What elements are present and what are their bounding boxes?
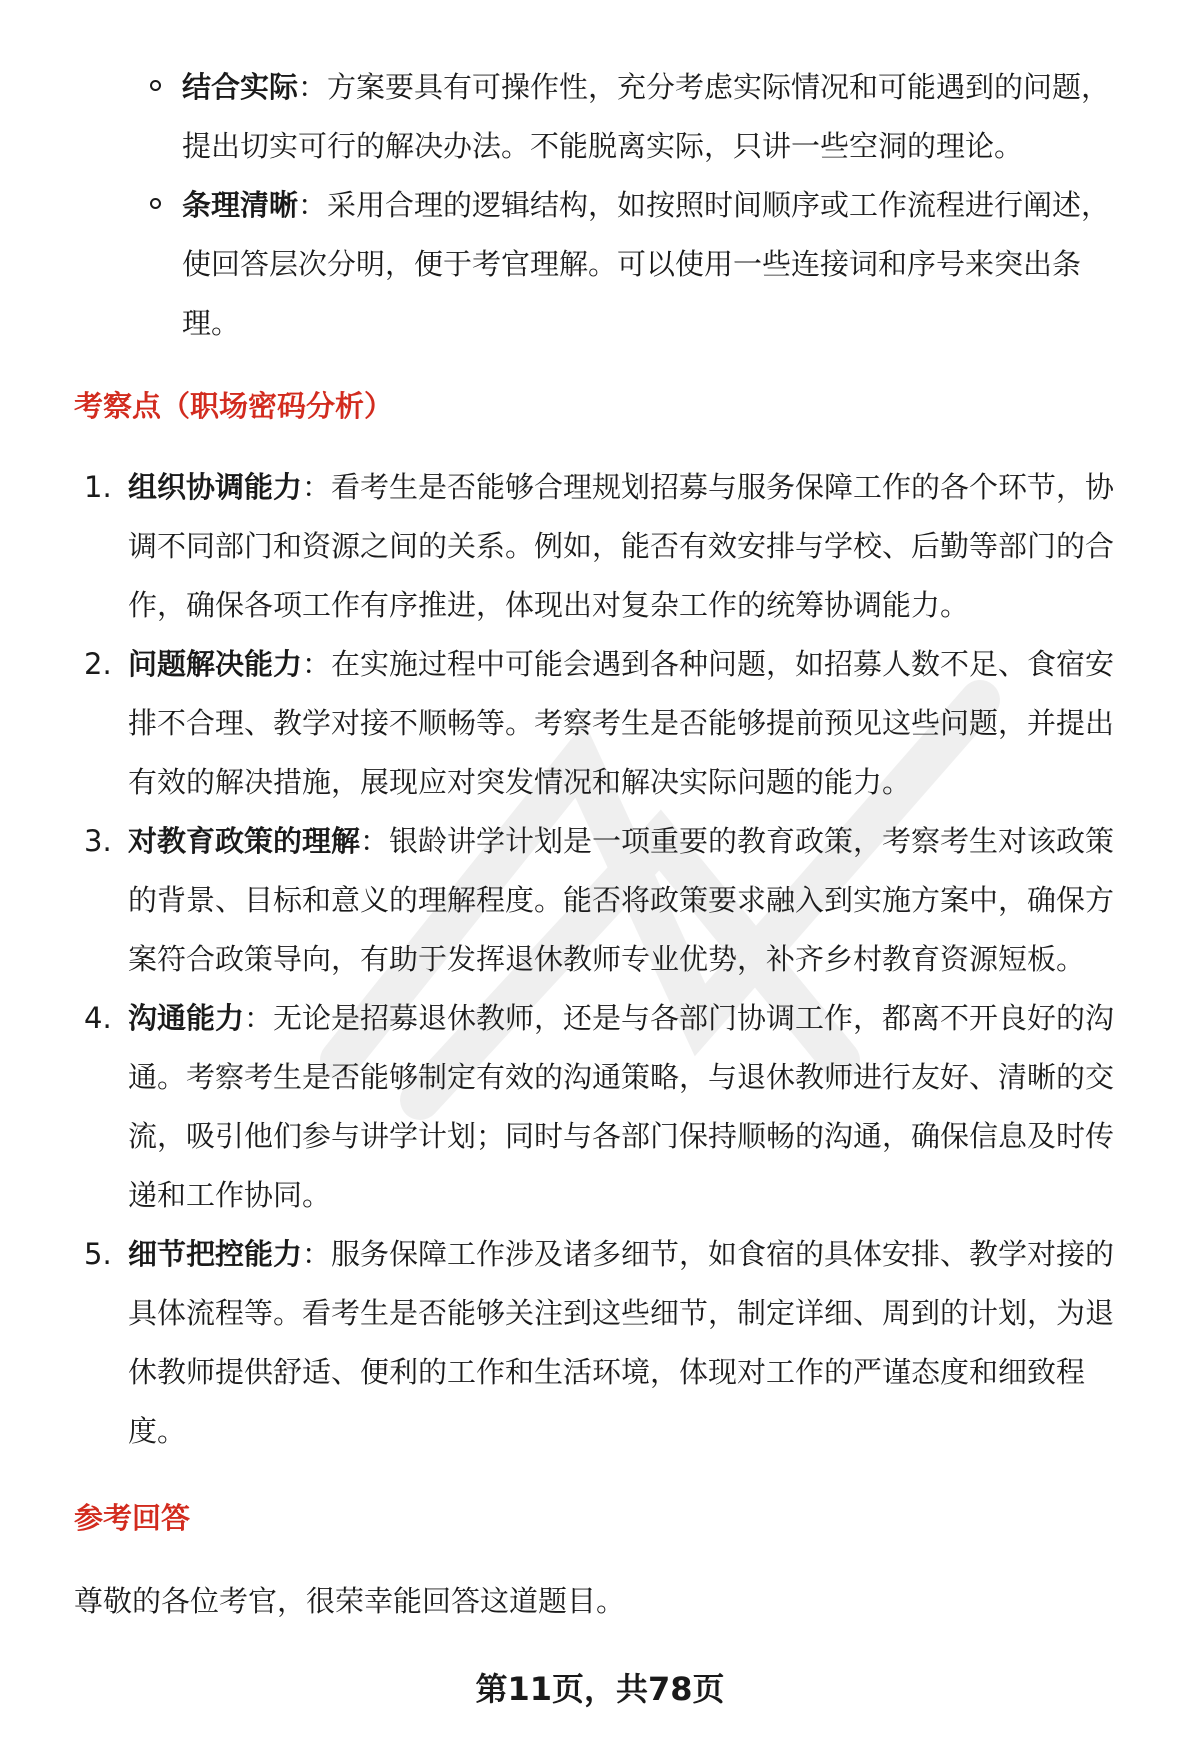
point-item-organization xyxy=(0,458,1200,635)
point-term: 细节把控能力 xyxy=(128,1237,303,1271)
point-item-problem-solving xyxy=(0,635,1200,812)
assessment-points-list xyxy=(0,458,1200,1461)
point-text: 在实施过程中可能会遇到各种问题，如招募人数不足、食宿安排不合理、教学对接不顺畅等。考察考生是否能够提前预见这些问题，并提出有效的解决措施，展现应对突发情况和解决实际问题的能力。 xyxy=(128,647,1115,799)
point-separator: ： xyxy=(244,1001,274,1035)
point-separator: ： xyxy=(302,1237,332,1271)
point-term: 沟通能力 xyxy=(128,1001,245,1035)
bullet-item-clarity xyxy=(0,176,1200,353)
point-term: 对教育政策的理解 xyxy=(128,824,361,858)
bullet-separator: ： xyxy=(298,70,328,104)
point-number: 5. xyxy=(84,1237,112,1271)
point-term: 组织协调能力 xyxy=(128,470,303,504)
circle-bullet-icon xyxy=(150,80,161,91)
point-number: 1. xyxy=(84,470,112,504)
section-heading-assessment: 考察点（职场密码分析） xyxy=(74,389,394,423)
point-item-communication xyxy=(0,989,1200,1225)
bullet-term: 条理清晰 xyxy=(182,188,299,222)
point-number: 2. xyxy=(84,647,112,681)
bullet-text: 采用合理的逻辑结构，如按照时间顺序或工作流程进行阐述，使回答层次分明，便于考官理解。可以使用一些连接词和序号来突出条理。 xyxy=(182,188,1111,340)
section-heading-reference-answer: 参考回答 xyxy=(74,1501,191,1535)
criteria-bullet-list xyxy=(0,58,1200,353)
point-separator: ： xyxy=(302,470,332,504)
bullet-text: 方案要具有可操作性，充分考虑实际情况和可能遇到的问题，提出切实可行的解决办法。不能脱离实际，只讲一些空洞的理论。 xyxy=(182,70,1111,163)
bullet-separator: ： xyxy=(298,188,328,222)
point-number: 3. xyxy=(84,824,112,858)
page-number-footer: 第11页，共78页 xyxy=(475,1670,725,1708)
bullet-item-practical xyxy=(0,58,1200,176)
point-term: 问题解决能力 xyxy=(128,647,303,681)
point-text: 无论是招募退休教师，还是与各部门协调工作，都离不开良好的沟通。考察考生是否能够制定有效的沟通策略，与退休教师进行友好、清晰的交流，吸引他们参与讲学计划；同时与各部门保持顺畅的沟通，确保信息及时传递和工作协同。 xyxy=(128,1001,1115,1212)
circle-bullet-icon xyxy=(150,198,161,209)
point-text: 银龄讲学计划是一项重要的教育政策，考察考生对该政策的背景、目标和意义的理解程度。能否将政策要求融入到实施方案中，确保方案符合政策导向，有助于发挥退休教师专业优势，补齐乡村教育资源短板。 xyxy=(128,824,1115,976)
point-text: 看考生是否能够合理规划招募与服务保障工作的各个环节，协调不同部门和资源之间的关系。例如，能否有效安排与学校、后勤等部门的合作，确保各项工作有序推进，体现出对复杂工作的统筹协调能力。 xyxy=(128,470,1115,622)
answer-greeting: 尊敬的各位考官，很荣幸能回答这道题目。 xyxy=(74,1584,626,1618)
bullet-term: 结合实际 xyxy=(182,70,299,104)
point-item-detail-control xyxy=(0,1225,1200,1461)
point-separator: ： xyxy=(302,647,332,681)
point-separator: ： xyxy=(360,824,390,858)
point-text: 服务保障工作涉及诸多细节，如食宿的具体安排、教学对接的具体流程等。看考生是否能够关注到这些细节，制定详细、周到的计划，为退休教师提供舒适、便利的工作和生活环境，体现对工作的严谨态度和细致程度。 xyxy=(128,1237,1115,1448)
point-item-policy-understanding xyxy=(0,812,1200,989)
point-number: 4. xyxy=(84,1001,112,1035)
